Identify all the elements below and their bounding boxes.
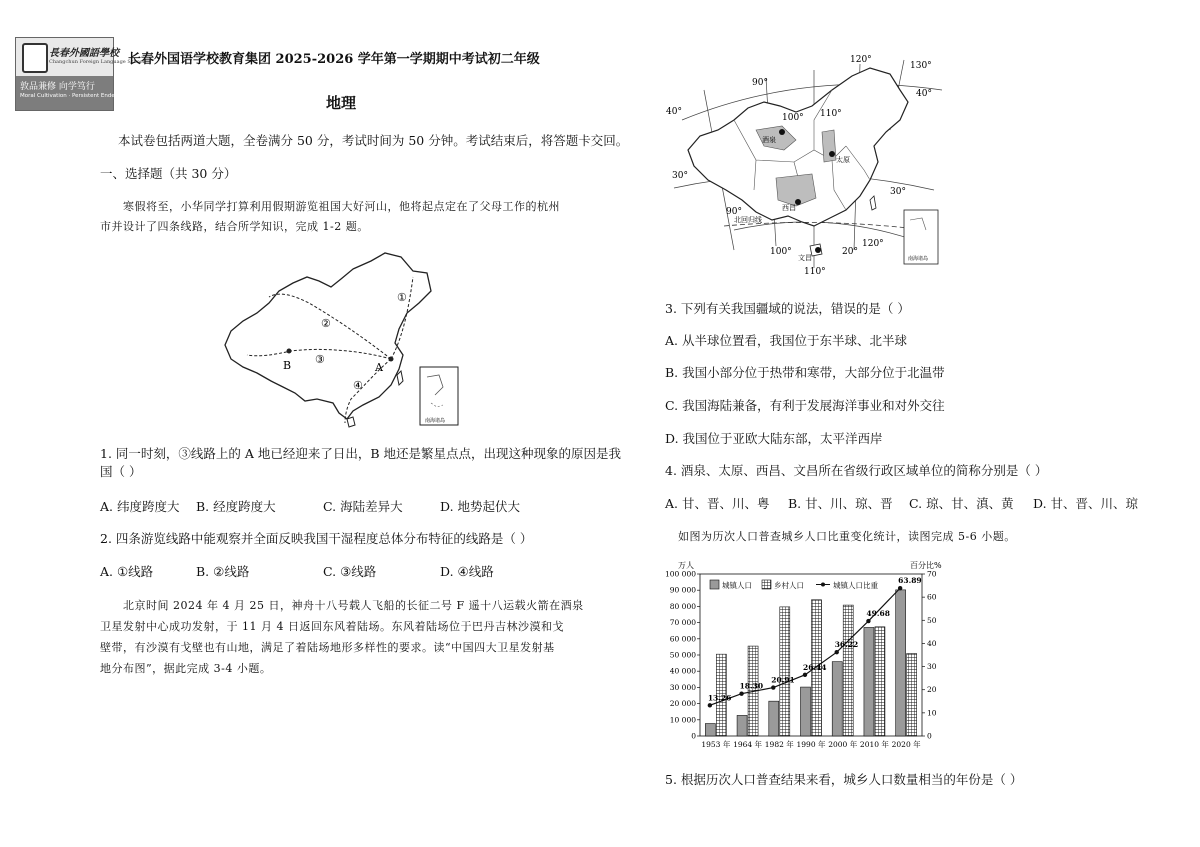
y-tick-label-left: 100 000: [664, 569, 696, 579]
ratio-data-label: 13.26: [707, 693, 732, 703]
plot-frame: [700, 574, 922, 736]
q3-option-a[interactable]: A. 从半球位置看，我国位于东半球、北半球: [665, 333, 907, 348]
bar-urban: [896, 590, 906, 736]
ratio-point: [803, 673, 807, 677]
bar-rural: [907, 654, 917, 736]
q3-option-b[interactable]: B. 我国小部分位于热带和寒带，大部分位于北温带: [665, 365, 945, 380]
y-tick-label-left: 80 000: [669, 601, 696, 611]
legend-urban-swatch: [710, 580, 719, 589]
school-emblem-icon: [22, 43, 48, 73]
exam-title: 长春外国语学校教育集团 2025-2026 学年第一学期期中考试初二年级: [128, 52, 540, 67]
x-tick-label: 2020 年: [891, 740, 921, 749]
q2-option-b[interactable]: B. ②线路: [196, 564, 250, 579]
point-a-label: A: [375, 361, 383, 374]
city-taiyuan: 太原: [836, 156, 850, 164]
shanxi-region: [822, 130, 836, 162]
passage-3: 如图为历次人口普查城乡人口比重变化统计，读图完成 5-6 小题。: [678, 530, 1016, 543]
lat-label-30-right: 30°: [890, 187, 906, 197]
lon-label-100-top: 100°: [782, 113, 804, 123]
logo-motto-en: Moral Cultivation · Persistent Endeavor: [20, 93, 128, 99]
q4-option-a[interactable]: A. 甘、晋、川、粤: [665, 496, 770, 511]
question-3: 3. 下列有关我国疆域的说法，错误的是（ ）: [665, 301, 910, 316]
ratio-point: [898, 586, 902, 590]
section-title: 一、选择题（共 30 分）: [100, 166, 237, 181]
q2-option-a[interactable]: A. ①线路: [100, 564, 154, 579]
tropic-label: 北回归线: [734, 216, 762, 224]
y-tick-label-right: 60: [927, 592, 937, 602]
ratio-point: [866, 619, 870, 623]
y-tick-label-right: 20: [927, 685, 937, 695]
q3-option-d[interactable]: D. 我国位于亚欧大陆东部，太平洋西岸: [665, 431, 883, 446]
taiwan-outline: [397, 371, 403, 385]
inset-label: 南海诸岛: [425, 418, 446, 424]
bar-urban: [801, 687, 811, 736]
ratio-point: [835, 650, 839, 654]
lon-label-120-bottom: 120°: [862, 239, 884, 249]
lon-label-100-bottom: 100°: [770, 247, 792, 257]
school-logo: [15, 37, 145, 111]
y-tick-label-right: 0: [927, 731, 932, 741]
legend-urban: 城镇人口: [722, 581, 752, 590]
y-tick-label-left: 10 000: [669, 715, 696, 725]
x-tick-label: 2010 年: [859, 740, 889, 749]
lat-label-40-right: 40°: [916, 89, 932, 99]
legend-rural: 乡村人口: [774, 581, 804, 590]
x-tick-label: 1990 年: [796, 740, 826, 749]
q2-option-c[interactable]: C. ③线路: [323, 564, 377, 579]
ratio-point: [708, 703, 712, 707]
q1-option-d[interactable]: D. 地势起伏大: [440, 499, 521, 514]
passage-2-line-4: 地分布图”，据此完成 3-4 小题。: [100, 662, 272, 675]
passage-2-line-2: 卫星发射中心成功发射，于 11 月 4 日返回东风着陆场。东风着陆场位于巴丹吉林沙漠和戈: [100, 620, 564, 633]
route-map: [213, 247, 463, 429]
ratio-data-label: 63.89: [898, 576, 922, 586]
bar-rural: [780, 607, 790, 736]
city-jiuquan: 酒泉: [762, 136, 776, 144]
x-tick-label: 1982 年: [764, 740, 794, 749]
y-tick-label-left: 50 000: [669, 650, 696, 660]
lon-label-90-top: 90°: [752, 78, 768, 88]
passage-2-line-1: 北京时间 2024 年 4 月 25 日，神舟十八号载人飞船的长征二号 F 遥十八运载火箭在酒泉: [123, 599, 584, 612]
bar-rural: [875, 627, 885, 736]
y-tick-label-right: 30: [927, 662, 937, 672]
point-a-marker: [389, 357, 394, 362]
y-tick-label-left: 20 000: [669, 699, 696, 709]
ratio-data-label: 49.68: [866, 609, 890, 619]
passage-1-line-2: 市并设计了四条线路，结合所学知识，完成 1-2 题。: [100, 220, 369, 233]
lat-label-40-left: 40°: [666, 107, 682, 117]
logo-english-name: Changchun Foreign Language School: [49, 59, 145, 65]
bar-urban: [769, 701, 779, 736]
jiuquan-marker: [779, 129, 785, 135]
question-1-line-2: 国（ ）: [100, 464, 142, 479]
legend-rural-swatch: [762, 580, 771, 589]
city-wenchang: 文昌: [798, 254, 812, 262]
point-b-marker: [287, 349, 292, 354]
legend-ratio: 城镇人口比重: [833, 581, 878, 590]
question-1-line-1: 1. 同一时刻，③线路上的 A 地已经迎来了日出，B 地还是繁星点点，出现这种现象的原因是我: [100, 446, 622, 461]
y-tick-label-left: 0: [691, 731, 696, 741]
lon-label-110-top: 110°: [820, 109, 842, 119]
route-label-4: ④: [353, 379, 363, 392]
inset-label-2: 南海诸岛: [908, 256, 929, 262]
q1-option-a[interactable]: A. 纬度跨度大: [100, 499, 180, 514]
bar-urban: [705, 724, 715, 736]
logo-school-name: 長春外國語學校: [49, 48, 119, 59]
bar-urban: [832, 662, 842, 736]
logo-emblem-area: [16, 38, 145, 76]
y-tick-label-left: 60 000: [669, 634, 696, 644]
bar-urban: [864, 627, 874, 736]
y-axis-right-unit: 百分比%: [910, 561, 942, 570]
q1-option-b[interactable]: B. 经度跨度大: [196, 499, 276, 514]
q4-option-b[interactable]: B. 甘、川、琼、晋: [788, 496, 893, 511]
ratio-data-label: 36.22: [834, 640, 859, 650]
subject-title: 地理: [326, 94, 357, 112]
lon-label-90-bottom: 90°: [726, 207, 742, 217]
y-tick-label-right: 50: [927, 615, 937, 625]
exam-intro: 本试卷包括两道大题，全卷满分 50 分，考试时间为 50 分钟。考试结束后，将答题卡交回。: [118, 133, 629, 148]
lon-label-130-top: 130°: [910, 61, 932, 71]
passage-2-line-3: 壁带，有沙漠有戈壁也有山地，满足了着陆场地形多样性的要求。读“中国四大卫星发射基: [100, 641, 555, 654]
hainan-outline: [347, 417, 355, 427]
q4-option-c[interactable]: C. 琼、甘、滇、黄: [909, 496, 1014, 511]
y-tick-label-right: 10: [927, 708, 937, 718]
taiyuan-marker: [829, 151, 835, 157]
route-label-2: ②: [321, 317, 331, 330]
y-tick-label-left: 40 000: [669, 666, 696, 676]
passage-1-line-1: 寒假将至，小华同学打算利用假期游览祖国大好河山，他将起点定在了父母工作的杭州: [123, 200, 560, 213]
y-tick-label-left: 30 000: [669, 682, 696, 692]
wenchang-marker: [815, 247, 821, 253]
lon-label-120-top: 120°: [850, 55, 872, 65]
route-label-3: ③: [315, 353, 325, 366]
ratio-point: [739, 691, 743, 695]
y-axis-left-unit: 万人: [678, 561, 694, 570]
x-tick-label: 2000 年: [828, 740, 858, 749]
question-4: 4. 酒泉、太原、西昌、文昌所在省级行政区域单位的简称分别是（ ）: [665, 463, 1048, 478]
y-tick-label-left: 90 000: [669, 585, 696, 595]
q3-option-c[interactable]: C. 我国海陆兼备，有利于发展海洋事业和对外交往: [665, 398, 945, 413]
question-5: 5. 根据历次人口普查结果来看，城乡人口数量相当的年份是（ ）: [665, 772, 1023, 787]
city-xichang: 西昌: [782, 204, 796, 212]
china-outline: [225, 253, 431, 419]
ratio-data-label: 18.30: [739, 681, 764, 691]
x-tick-label: 1953 年: [701, 740, 731, 749]
y-tick-label-left: 70 000: [669, 618, 696, 628]
route-label-1: ①: [397, 291, 407, 304]
point-b-label: B: [283, 359, 292, 372]
logo-motto: 敦品兼修 向学笃行: [20, 82, 95, 92]
y-tick-label-right: 70: [927, 569, 937, 579]
lat-label-30-left: 30°: [672, 171, 688, 181]
population-chart: [650, 558, 950, 758]
bar-rural: [843, 605, 853, 736]
q4-option-d[interactable]: D. 甘、晋、川、琼: [1033, 496, 1139, 511]
y-tick-label-right: 40: [927, 638, 937, 648]
ratio-point: [771, 685, 775, 689]
lat-label-20: 20°: [842, 247, 858, 257]
lon-label-110-bottom: 110°: [804, 267, 826, 276]
bar-urban: [737, 715, 747, 736]
ratio-data-label: 26.44: [803, 662, 827, 672]
launch-base-map: [664, 50, 946, 276]
q1-option-c[interactable]: C. 海陆差异大: [323, 499, 403, 514]
q2-option-d[interactable]: D. ④线路: [440, 564, 494, 579]
ratio-data-label: 20.91: [771, 675, 795, 685]
x-tick-label: 1964 年: [733, 740, 763, 749]
question-2: 2. 四条游览线路中能观察并全面反映我国干湿程度总体分布特征的线路是（ ）: [100, 531, 533, 546]
